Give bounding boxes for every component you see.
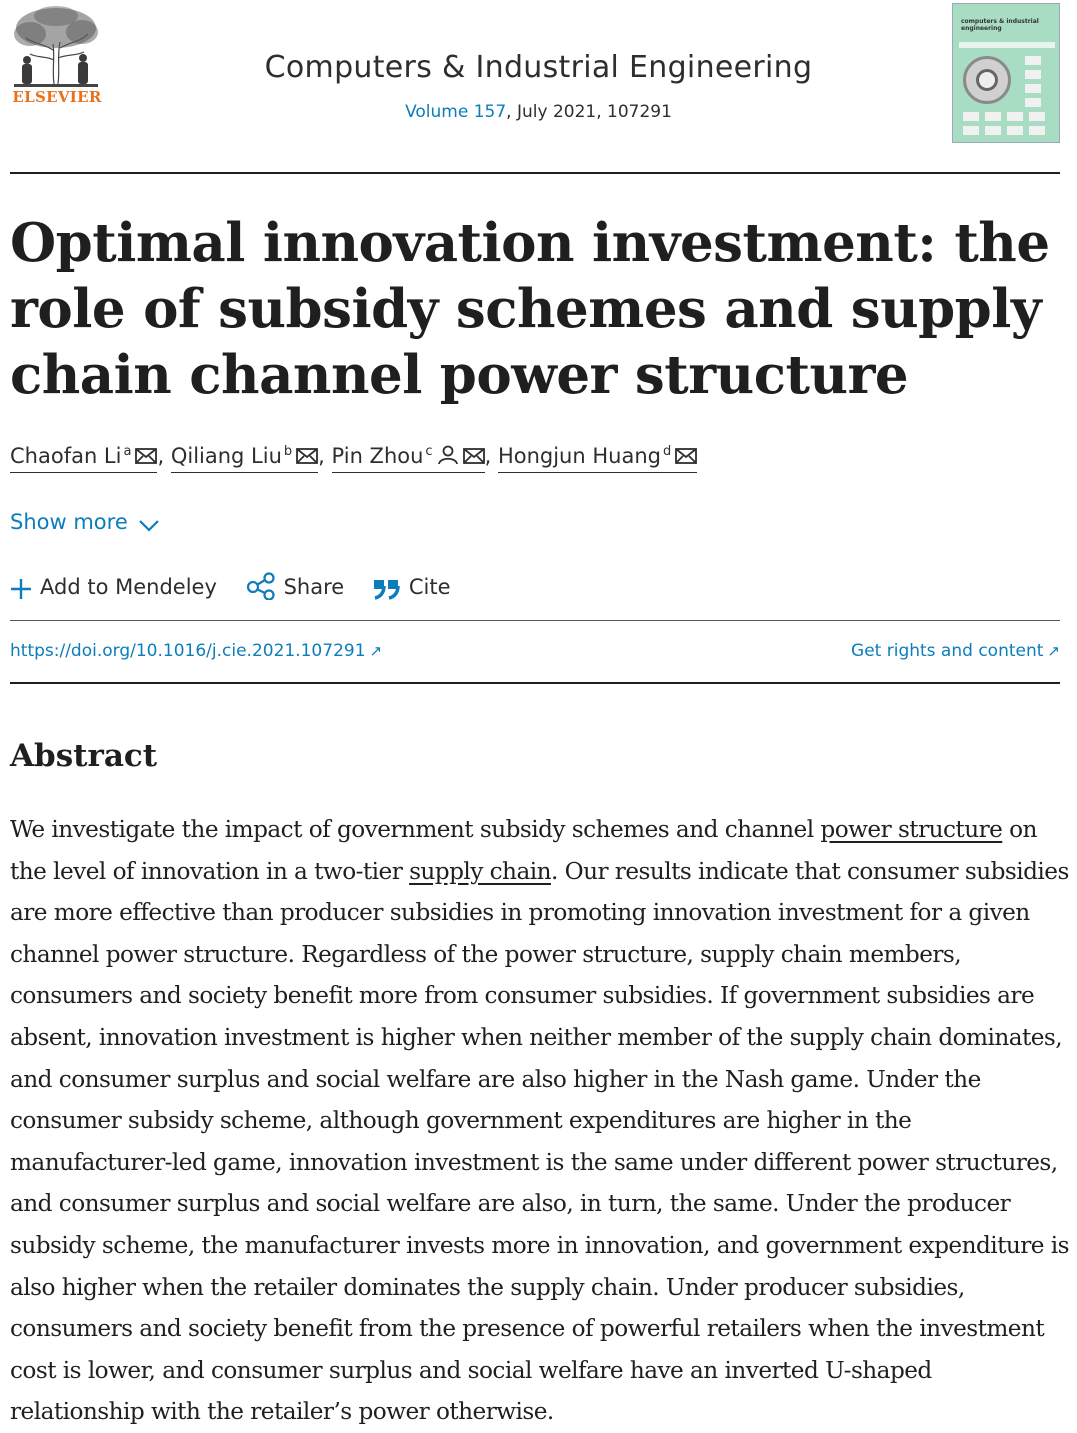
article-actions (10, 572, 473, 600)
actions-divider (10, 620, 1060, 621)
author-link[interactable]: Chaofan Li $^a$ (10, 444, 157, 473)
journal-cover-thumbnail[interactable] (952, 3, 1060, 143)
volume-link[interactable]: Volume 157 (405, 102, 507, 122)
cover-emblem (963, 56, 1011, 104)
share-icon (246, 572, 276, 600)
author-separator: , (484, 444, 492, 468)
affiliation-sup: b (283, 444, 293, 459)
doi-link[interactable]: https://doi.org/10.1016/j.cie.2021.107291 ↗ (10, 641, 383, 661)
plus-icon (10, 578, 32, 600)
author-list (10, 444, 697, 473)
external-arrow-icon: ↗ (369, 642, 383, 660)
article-title: Optimal innovation investment: the role of subsidy schemes and supply chain channel power structure (10, 212, 1050, 406)
volume-details: , July 2021, 107291 (506, 102, 672, 122)
share-button[interactable]: Share (246, 572, 345, 600)
cite-button[interactable]: Cite (373, 575, 451, 600)
affiliation-sup: d (662, 444, 672, 459)
mail-icon (675, 447, 697, 465)
mail-icon (135, 447, 157, 465)
journal-header (0, 0, 1077, 160)
journal-title[interactable]: Computers & Industrial Engineering (264, 50, 813, 85)
keyword-link-supply-chain[interactable]: supply chain (409, 857, 551, 885)
author-link[interactable]: Hongjun Huang $^d$ (498, 444, 697, 473)
show-more-button[interactable]: Show more (10, 510, 160, 534)
cover-title: computers & industrial engineering (961, 18, 1039, 32)
abstract-text: We investigate the impact of government subsidy schemes and channel power structure on the level of innovation in a two-tier supply chain. Our results indicate that consumer subsidies are more effective than producer subsidies in promoting innovation investment for a given channel power structure. Regardless of the power structure, supply chain members, consumers and society benefit more from consumer subsidies. If government subsidies are absent, innovation investment is higher when neither member of the supply chain dominates, and consumer surplus and social welfare are also higher in the Nash game. Under the consumer subsidy scheme, although government expenditures are higher in the manufacturer-led game, innovation investment is the same under different power structures, and consumer surplus and social welfare are also, in turn, the same. Under the producer subsidy scheme, the manufacturer invests more in innovation, and government expenditure is also higher when the retailer dominates the supply chain. Under producer subsidies, consumers and society benefit from the presence of powerful retailers when the investment cost is lower, and consumer surplus and social welfare have an inverted U-shaped relationship with the retailer’s power otherwise. (10, 816, 1070, 1426)
header-divider (10, 172, 1060, 174)
quote-icon (373, 578, 401, 600)
chevron-down-icon (138, 519, 160, 533)
external-arrow-icon: ↗ (1047, 642, 1060, 660)
mail-icon (296, 447, 318, 465)
mail-icon (463, 447, 485, 465)
cover-band (959, 42, 1055, 48)
author-separator: , (318, 444, 325, 468)
affiliation-sup: c (425, 444, 433, 459)
links-divider (10, 682, 1060, 684)
keyword-link-power-structure[interactable]: power structure (820, 816, 1003, 843)
author-separator: , (157, 444, 165, 468)
volume-info (0, 102, 1077, 122)
abstract-heading: Abstract (10, 738, 158, 774)
add-to-mendeley-button[interactable]: Add to Mendeley (10, 575, 217, 600)
rights-link[interactable]: Get rights and content ↗ (851, 641, 1060, 661)
author-link[interactable]: Qiliang Liu $^b$ (171, 444, 318, 473)
person-icon (437, 445, 459, 465)
author-link[interactable]: Pin Zhou $^c$ (332, 444, 485, 473)
affiliation-sup: a (123, 444, 132, 459)
publisher-wordmark: ELSEVIER (12, 88, 102, 106)
